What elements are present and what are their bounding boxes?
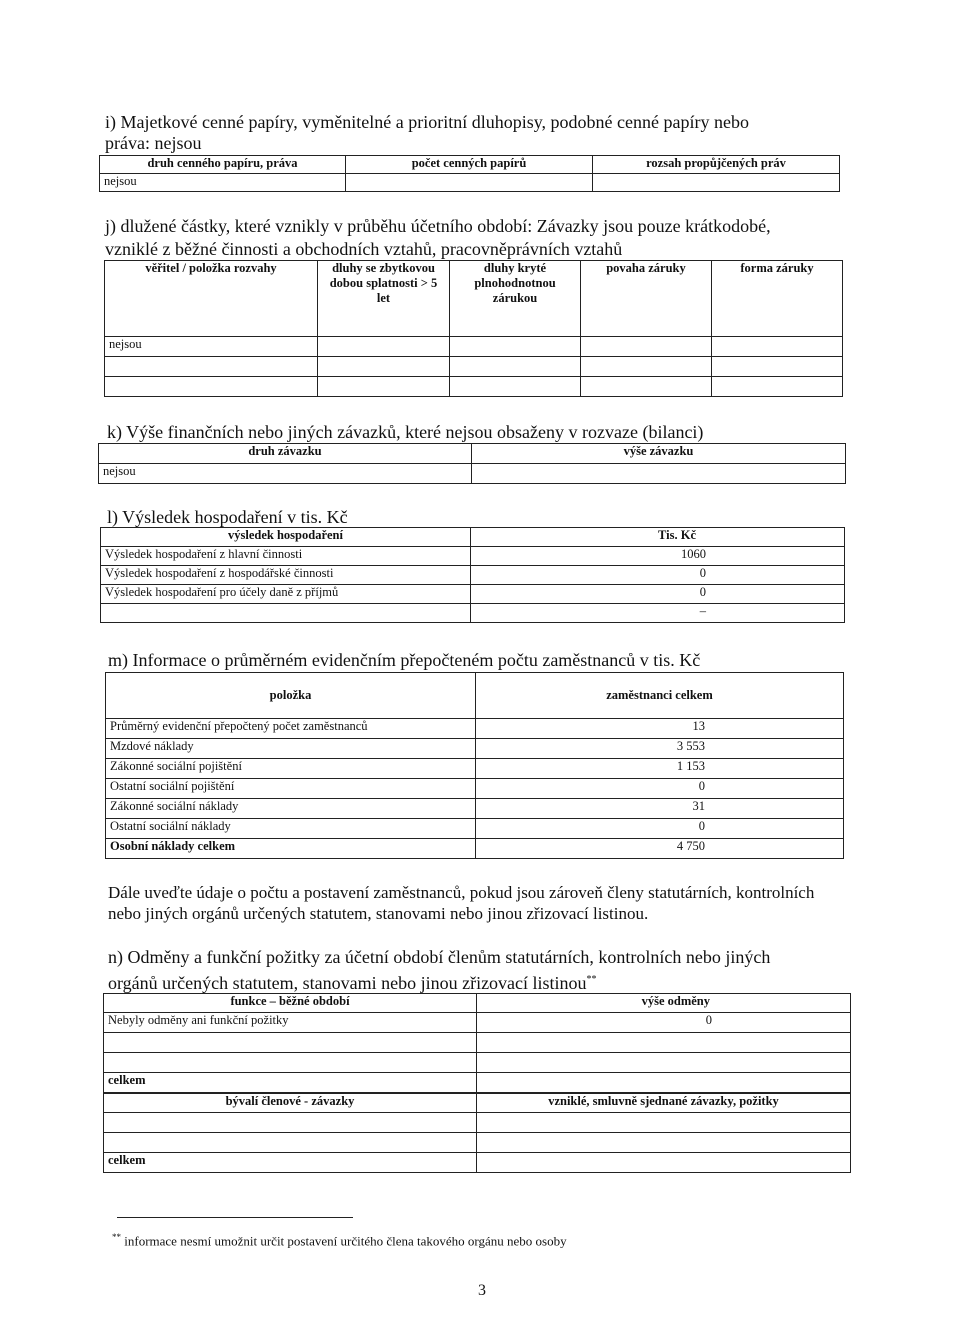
- table-cell: [477, 1073, 851, 1093]
- table-cell: [581, 357, 712, 377]
- table-cell: [101, 604, 471, 623]
- table-cell: 3 553: [476, 739, 844, 759]
- section-n-table-current: [103, 993, 851, 1093]
- table-row: [101, 604, 845, 623]
- section-n-table-former: [103, 1093, 851, 1173]
- table-cell: Ostatní sociální náklady: [106, 819, 476, 839]
- table-row: [101, 585, 845, 604]
- table-cell: –: [471, 604, 845, 623]
- table-row: [106, 719, 844, 739]
- table-cell: [477, 1153, 851, 1173]
- table-header: položka: [106, 673, 476, 719]
- footnote: [112, 1229, 567, 1249]
- table-header: bývalí členové - závazky: [104, 1094, 477, 1113]
- table-header: druh cenného papíru, práva: [100, 156, 346, 174]
- table-cell: 1 153: [476, 759, 844, 779]
- table-cell: [104, 1133, 477, 1153]
- table-row: [101, 547, 845, 566]
- table-header: forma záruky: [712, 261, 843, 337]
- table-total-row: [104, 1153, 851, 1173]
- table-cell: 0: [476, 819, 844, 839]
- section-m-heading: m) Informace o průměrném evidenčním přepočteném počtu zaměstnanců v tis. Kč: [108, 650, 701, 670]
- section-k-table: [98, 443, 846, 484]
- footnote-marker: **: [586, 974, 597, 985]
- table-cell: [450, 377, 581, 397]
- table-cell: [346, 174, 593, 192]
- table-header: výsledek hospodaření: [101, 528, 471, 547]
- table-row: [106, 819, 844, 839]
- table-cell: [318, 337, 450, 357]
- table-row: [101, 566, 845, 585]
- section-i-heading-line1: i) Majetkové cenné papíry, vyměnitelné a prioritní dluhopisy, podobné cenné papíry nebo: [105, 112, 749, 132]
- footnote-divider: [117, 1217, 353, 1218]
- table-header: věřitel / položka rozvahy: [105, 261, 318, 337]
- section-m-table: [105, 672, 844, 859]
- table-cell: Ostatní sociální pojištění: [106, 779, 476, 799]
- table-header: povaha záruky: [581, 261, 712, 337]
- table-cell: [581, 337, 712, 357]
- table-cell: [593, 174, 840, 192]
- table-cell: [477, 1053, 851, 1073]
- table-header: druh závazku: [99, 444, 472, 464]
- table-cell: [104, 1033, 477, 1053]
- table-cell: [581, 377, 712, 397]
- table-row: [105, 377, 843, 397]
- footnote-mark: **: [112, 1232, 121, 1242]
- table-row: [106, 799, 844, 819]
- table-header: dluhy se zbytkovou dobou splatnosti > 5 let: [318, 261, 450, 337]
- table-cell: Mzdové náklady: [106, 739, 476, 759]
- table-row: [106, 779, 844, 799]
- table-cell: 0: [471, 566, 845, 585]
- table-cell: [472, 464, 846, 484]
- table-cell: 31: [476, 799, 844, 819]
- table-row: [105, 357, 843, 377]
- table-header: počet cenných papírů: [346, 156, 593, 174]
- section-m-note: Dále uveďte údaje o počtu a postavení zaměstnanců, pokud jsou zároveň členy statutárních, kontrolních nebo jiných orgánů určených statutem, stanovami nebo jinou zřizovací listinou.: [108, 883, 815, 923]
- table-row: [105, 337, 843, 357]
- table-cell: Průměrný evidenční přepočtený počet zaměstnanců: [106, 719, 476, 739]
- table-header: Tis. Kč: [471, 528, 845, 547]
- table-cell: celkem: [104, 1153, 477, 1173]
- table-cell: 0: [476, 779, 844, 799]
- table-row: [104, 1053, 851, 1073]
- table-cell: [712, 377, 843, 397]
- section-l-table: [100, 527, 845, 623]
- table-cell: [318, 357, 450, 377]
- table-cell: Výsledek hospodaření pro účely daně z příjmů: [101, 585, 471, 604]
- table-cell: [477, 1113, 851, 1133]
- section-k-heading: k) Výše finančních nebo jiných závazků, které nejsou obsaženy v rozvaze (bilanci): [107, 422, 704, 442]
- table-row: [106, 839, 844, 859]
- table-row: [104, 1013, 851, 1033]
- table-header: dluhy kryté plnohodnotnou zárukou: [450, 261, 581, 337]
- table-header: výše odměny: [477, 994, 851, 1013]
- section-j-heading-line2: vzniklé z běžné činnosti a obchodních vztahů, pracovněprávních vztahů: [105, 239, 623, 259]
- table-cell: Nebyly odměny ani funkční požitky: [104, 1013, 477, 1033]
- table-cell: Výsledek hospodaření z hospodářské činnosti: [101, 566, 471, 585]
- table-cell: [712, 337, 843, 357]
- table-header: vzniklé, smluvně sjednané závazky, požitky: [477, 1094, 851, 1113]
- table-row: [104, 1113, 851, 1133]
- table-row: [100, 174, 840, 192]
- section-i-table: [99, 155, 840, 192]
- table-cell: Výsledek hospodaření z hlavní činnosti: [101, 547, 471, 566]
- table-cell: [318, 377, 450, 397]
- table-cell: [104, 1053, 477, 1073]
- table-cell: 1060: [471, 547, 845, 566]
- table-cell: Zákonné sociální pojištění: [106, 759, 476, 779]
- footnote-text: informace nesmí umožnit určit postavení určitého člena takového orgánu nebo osoby: [124, 1233, 567, 1249]
- heading-text: orgánů určených statutem, stanovami nebo jinou zřizovací listinou: [108, 973, 587, 993]
- section-i-heading-line2: práva: nejsou: [105, 133, 202, 153]
- page-number: 3: [478, 1282, 486, 1299]
- table-cell: celkem: [104, 1073, 477, 1093]
- table-cell: [104, 1113, 477, 1133]
- table-cell: [477, 1133, 851, 1153]
- table-cell: 0: [477, 1013, 851, 1033]
- table-cell: nejsou: [100, 174, 346, 192]
- table-cell: 4 750: [476, 839, 844, 859]
- table-row: [106, 759, 844, 779]
- section-l-heading: l) Výsledek hospodaření v tis. Kč: [107, 507, 348, 527]
- table-cell: [712, 357, 843, 377]
- table-row: [104, 1133, 851, 1153]
- table-total-row: [104, 1073, 851, 1093]
- table-cell: [105, 377, 318, 397]
- table-header: zaměstnanci celkem: [476, 673, 844, 719]
- section-j-table: [104, 260, 843, 397]
- table-header: funkce – běžné období: [104, 994, 477, 1013]
- table-cell: Osobní náklady celkem: [106, 839, 476, 859]
- table-row: [104, 1033, 851, 1053]
- table-cell: nejsou: [105, 337, 318, 357]
- table-row: [106, 739, 844, 759]
- table-cell: 0: [471, 585, 845, 604]
- table-cell: Zákonné sociální náklady: [106, 799, 476, 819]
- table-cell: [105, 357, 318, 377]
- table-cell: [450, 337, 581, 357]
- table-cell: [477, 1033, 851, 1053]
- section-n-heading-line2: [108, 970, 597, 993]
- section-j-heading-line1: j) dlužené částky, které vznikly v průběhu účetního období: Závazky jsou pouze krátkodobé,: [105, 216, 771, 236]
- table-cell: 13: [476, 719, 844, 739]
- table-cell: [450, 357, 581, 377]
- table-header: rozsah propůjčených práv: [593, 156, 840, 174]
- table-cell: nejsou: [99, 464, 472, 484]
- table-row: [99, 464, 846, 484]
- table-header: výše závazku: [472, 444, 846, 464]
- section-n-heading-line1: n) Odměny a funkční požitky za účetní období členům statutárních, kontrolních nebo jiných: [108, 947, 771, 967]
